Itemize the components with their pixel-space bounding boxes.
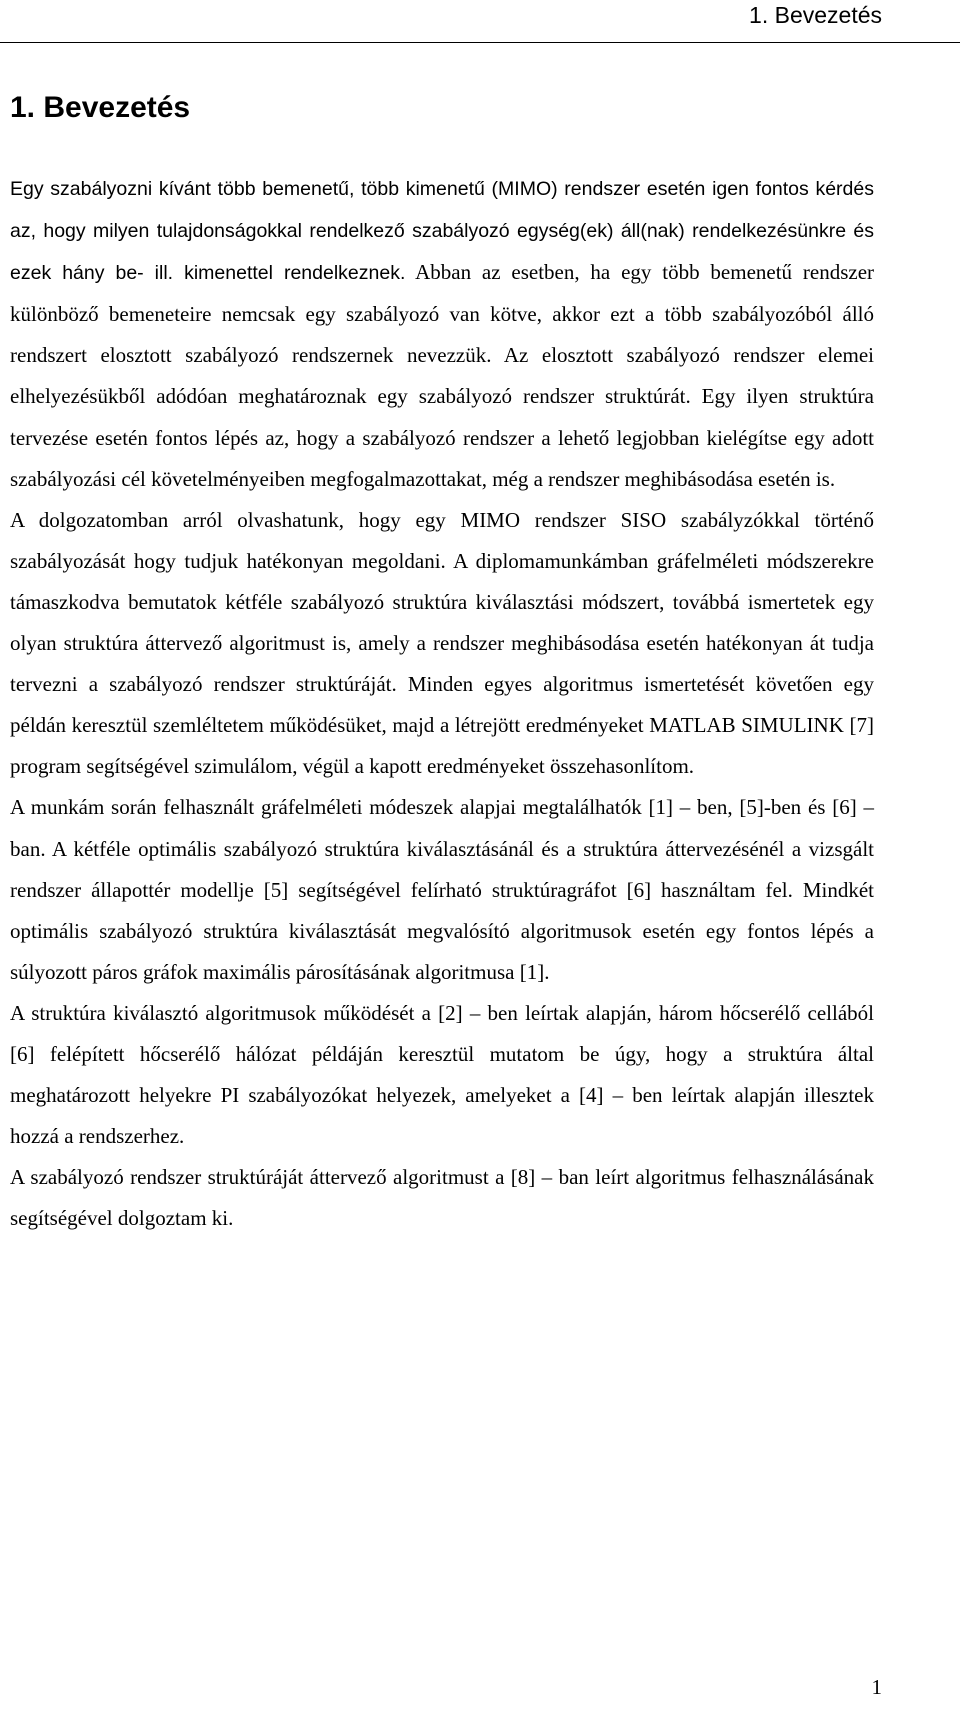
body-text [10,168,874,1239]
paragraph-4: A struktúra kiválasztó algoritmusok működését a [2] – ben leírtak alapján, három hőcserélő cellából [6] felépített hőcserélő hálózat példáján keresztül mutatom be úgy, hogy a struktúra által meghatározott helyekre PI szabályozókat helyezek, amelyeket a [4] – ben leírtak alapján illesztek hozzá a rendszerhez. [10,1000,874,1149]
chapter-title: 1. Bevezetés [10,91,191,124]
running-header: 1. Bevezetés [749,2,882,28]
page-number: 1 [871,1675,882,1699]
paragraph-2: A dolgozatomban arról olvashatunk, hogy egy MIMO rendszer SISO szabályzókkal történő szabályozását hogy tudjuk hatékonyan megoldani. A diplomamunkámban gráfelméleti módszerekre támaszkodva bemutatok kétféle szabályozó struktúra kiválasztási módszert, továbbá ismertetek egy olyan struktúra áttervező algoritmust is, amely a rendszer meghibásodása esetén hatékonyan át tudja tervezni a szabályozó rendszer struktúráját. Minden egyes algoritmus ismertetését követően egy példán keresztül szemléltetem működésüket, majd a létrejött eredményeket MATLAB SIMULINK [7] program segítségével szimulálom, végül a kapott eredményeket összehasonlítom. [10,507,874,779]
paragraph-1-serif-part: Abban az esetben, ha egy több bemenetű rendszer különböző bemeneteire nemcsak egy szabályozó van kötve, akkor ezt a több szabályozóból álló rendszert elosztott szabályozó rendszernek nevezzük. Az elosztott szabályozó rendszer elemei elhelyezésükből adódóan meghatároznak egy szabályozó rendszer struktúrát. Egy ilyen struktúra tervezése esetén fontos lépés az, hogy a szabályozó rendszer a lehető legjobban kielégítse egy adott szabályozási cél követelményeiben megfogalmazottakat, még a rendszer meghibásodása esetén is. [10,260,875,491]
paragraph-1-sans-part: Egy szabályozni kívánt több bemenetű, több kimenetű (MIMO) rendszer esetén igen fontos kérdés az, hogy milyen tulajdonságokkal rendelkező szabályozó egység(ek) áll(nak) rendelkezésünkre és ezek hány be- ill. kimenettel rendelkeznek. [10,178,874,285]
paragraph-1 [10,168,874,500]
paragraph-5: A szabályozó rendszer struktúráját áttervező algoritmust a [8] – ban leírt algoritmus felhasználásának segítségével dolgoztam ki. [10,1165,874,1231]
paragraph-3: A munkám során felhasznált gráfelméleti módeszek alapjai megtalálhatók [1] – ben, [5]-ben és [6] – ban. A kétféle optimális szabályozó struktúra kiválasztásánál és a struktúra áttervezésénél a vizsgált rendszer állapottér modellje [5] segítségével felírható struktúragráfot [6] használtam fel. Mindkét optimális szabályozó struktúra kiválasztását megvalósító algoritmusok esetén egy fontos lépés a súlyozott páros gráfok maximális párosításának algoritmusa [1]. [10,795,874,984]
header-divider [0,42,960,43]
